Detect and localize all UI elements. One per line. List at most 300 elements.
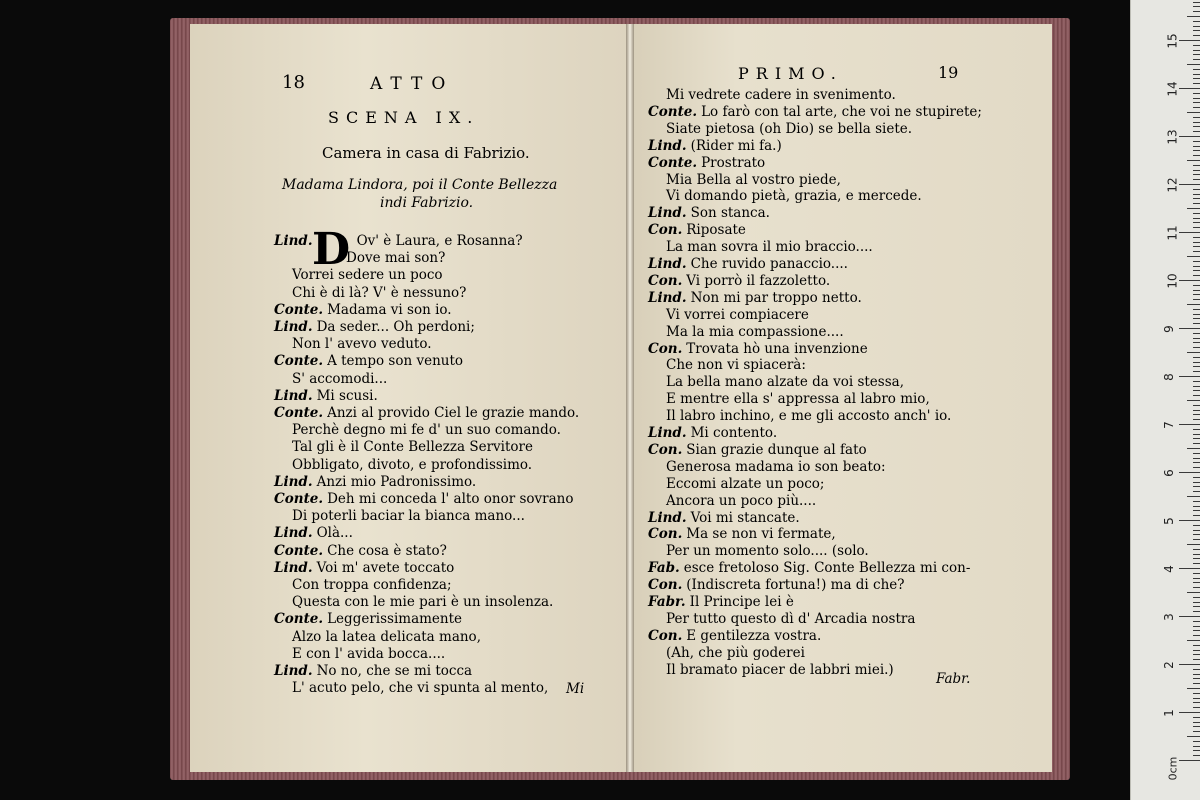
- ruler-number: 11: [1165, 225, 1180, 241]
- dialogue-text: Chi è di là? V' è nessuno?: [292, 284, 467, 301]
- ruler-tick: [1193, 597, 1200, 598]
- left-running-head: ATTO: [370, 74, 455, 94]
- ruler-tick: [1179, 136, 1200, 137]
- speaker-name: Conte.: [274, 491, 324, 507]
- ruler-tick: [1193, 578, 1200, 579]
- ruler-tick: [1187, 544, 1200, 545]
- right-line: [666, 323, 844, 341]
- ruler-tick: [1193, 506, 1200, 507]
- ruler-tick: [1193, 621, 1200, 622]
- dialogue-text: Son stanca.: [690, 205, 770, 222]
- left-line: [274, 524, 353, 542]
- ruler-tick: [1193, 126, 1200, 127]
- scene-setting: Camera in casa di Fabrizio.: [322, 144, 530, 162]
- ruler-number: 8: [1161, 373, 1176, 381]
- ruler-tick: [1193, 2, 1200, 3]
- ruler-tick: [1187, 16, 1200, 17]
- ruler-unit: 0cm: [1166, 756, 1180, 781]
- ruler-tick: [1193, 741, 1200, 742]
- right-line: [666, 120, 912, 138]
- dialogue-text: Per un momento solo.... (solo.: [666, 543, 869, 560]
- left-line: [274, 387, 378, 405]
- ruler-tick: [1193, 755, 1200, 756]
- right-catchword: Fabr.: [936, 671, 971, 687]
- right-running-head: PRIMO.: [738, 64, 843, 83]
- ruler-tick: [1193, 467, 1200, 468]
- ruler-tick: [1193, 678, 1200, 679]
- dialogue-text: E mentre ella s' appressa al labro mio,: [666, 391, 930, 408]
- ruler-tick: [1193, 117, 1200, 118]
- dialogue-text: Vi porrò il fazzoletto.: [686, 272, 831, 289]
- ruler-tick: [1193, 107, 1200, 108]
- ruler-tick: [1193, 242, 1200, 243]
- dialogue-text: La bella mano alzate da voi stessa,: [666, 374, 904, 391]
- ruler-tick: [1193, 150, 1200, 151]
- ruler-tick: [1193, 650, 1200, 651]
- right-line: [648, 509, 800, 527]
- ruler-tick: [1193, 443, 1200, 444]
- dialogue-text: Perchè degno mi fe d' un suo comando.: [292, 422, 561, 439]
- dialogue-text: (Indiscreta fortuna!) ma di che?: [686, 577, 905, 594]
- right-line: [648, 255, 848, 273]
- speaker-name: Lind.: [648, 425, 687, 441]
- ruler-tick: [1187, 256, 1200, 257]
- left-line: [292, 370, 387, 388]
- speaker-name: Con.: [648, 526, 683, 543]
- speaker-name: Con.: [648, 441, 683, 458]
- dialogue-text: Alzo la latea delicata mano,: [292, 628, 481, 645]
- dialogue-text: Leggerissimamente: [327, 611, 463, 628]
- ruler-tick: [1193, 323, 1200, 324]
- ruler-tick: [1193, 309, 1200, 310]
- ruler-tick: [1193, 477, 1200, 478]
- ruler-tick: [1193, 26, 1200, 27]
- left-line: [292, 679, 548, 697]
- drop-cap: D: [312, 224, 351, 275]
- speaker-name: Conte.: [648, 154, 698, 171]
- dialogue-text: Vorrei sedere un poco: [292, 267, 443, 284]
- ruler-tick: [1193, 141, 1200, 142]
- ruler-tick: [1193, 314, 1200, 315]
- left-line: [292, 456, 532, 474]
- dialogue-text: Non l' avevo veduto.: [292, 336, 432, 353]
- right-line: [648, 103, 982, 121]
- ruler-tick: [1193, 237, 1200, 238]
- dialogue-text: E con l' avida bocca....: [292, 645, 446, 662]
- dialogue-text: Per tutto questo dì d' Arcadia nostra: [666, 610, 916, 627]
- speaker-name: Fabr.: [648, 594, 686, 610]
- ruler-tick: [1193, 501, 1200, 502]
- dialogue-text: Vi domando pietà, grazia, e mercede.: [666, 188, 922, 205]
- ruler-tick: [1193, 93, 1200, 94]
- dialogue-text: E gentilezza vostra.: [686, 627, 822, 644]
- speaker-name: Lind.: [648, 289, 687, 306]
- left-line: [274, 301, 452, 319]
- ruler-tick: [1193, 261, 1200, 262]
- dialogue-text: Vi vorrei compiacere: [666, 306, 809, 323]
- ruler-tick: [1179, 616, 1200, 617]
- ruler-tick: [1193, 510, 1200, 511]
- dialogue-text: Che ruvido panaccio....: [690, 256, 848, 272]
- ruler-tick: [1193, 515, 1200, 516]
- ruler-tick: [1193, 371, 1200, 372]
- right-line: [648, 576, 905, 594]
- right-line: [648, 221, 746, 239]
- ruler-number: 2: [1161, 661, 1176, 669]
- ruler-tick: [1193, 746, 1200, 747]
- ruler-tick: [1193, 707, 1200, 708]
- ruler-tick: [1193, 462, 1200, 463]
- ruler-tick: [1193, 35, 1200, 36]
- ruler-tick: [1193, 630, 1200, 631]
- ruler-tick: [1193, 530, 1200, 531]
- dialogue-text: A tempo son venuto: [327, 353, 464, 370]
- dialogue-text: Dove mai son?: [346, 250, 446, 267]
- ruler-tick: [1193, 131, 1200, 132]
- right-line: [666, 458, 886, 476]
- right-line: [648, 137, 782, 155]
- ruler-tick: [1193, 155, 1200, 156]
- ruler-tick: [1193, 222, 1200, 223]
- dialogue-text: Lo farò con tal arte, che voi ne stupirete;: [701, 103, 982, 120]
- ruler-tick: [1179, 328, 1200, 329]
- dialogue-text: Ancora un poco più....: [666, 492, 817, 509]
- ruler-tick: [1193, 726, 1200, 727]
- right-line: [666, 306, 809, 324]
- speaker-name: Lind.: [648, 256, 687, 272]
- ruler-tick: [1179, 520, 1200, 521]
- ruler-number: 3: [1161, 613, 1176, 621]
- ruler-number: 6: [1161, 469, 1176, 477]
- dialogue-text: Olà...: [316, 525, 353, 542]
- right-line: [666, 390, 930, 408]
- speaker-name: Conte.: [274, 542, 324, 559]
- ruler-tick: [1187, 304, 1200, 305]
- book-gutter: [626, 24, 634, 772]
- dialogue-text: L' acuto pelo, che vi spunta al mento,: [292, 680, 549, 697]
- left-line: [292, 628, 481, 646]
- ruler-tick: [1187, 400, 1200, 401]
- ruler-tick: [1179, 88, 1200, 89]
- speaker-name: Lind.: [648, 137, 687, 154]
- ruler-tick: [1193, 270, 1200, 271]
- ruler-tick: [1193, 410, 1200, 411]
- ruler-tick: [1193, 438, 1200, 439]
- ruler-tick: [1193, 218, 1200, 219]
- right-line: [648, 204, 770, 222]
- dialogue-text: Con troppa confidenza;: [292, 577, 452, 593]
- ruler-tick: [1193, 266, 1200, 267]
- right-line: [666, 661, 894, 679]
- right-line: [648, 627, 821, 645]
- ruler-tick: [1193, 203, 1200, 204]
- ruler-tick: [1187, 736, 1200, 737]
- ruler-tick: [1193, 390, 1200, 391]
- ruler-tick: [1193, 626, 1200, 627]
- ruler-tick: [1179, 664, 1200, 665]
- speaker-name: Con.: [648, 627, 683, 644]
- right-line: [648, 154, 765, 172]
- speaker-name: Fab.: [648, 560, 680, 577]
- ruler-tick: [1187, 448, 1200, 449]
- speaker-name: Lind.: [274, 319, 313, 335]
- dialogue-text: Siate pietosa (oh Dio) se bella siete.: [666, 120, 913, 137]
- left-line: [292, 645, 445, 663]
- ruler-tick: [1179, 424, 1200, 425]
- left-line: [292, 421, 561, 439]
- ruler-number: 10: [1165, 273, 1180, 289]
- ruler-tick: [1193, 11, 1200, 12]
- ruler-number: 12: [1165, 177, 1180, 193]
- speaker-name: Lind.: [274, 473, 313, 490]
- ruler-tick: [1193, 750, 1200, 751]
- ruler-tick: [1193, 429, 1200, 430]
- ruler-tick: [1193, 731, 1200, 732]
- ruler-number: 9: [1161, 325, 1176, 333]
- left-line: [274, 662, 472, 680]
- ruler-tick: [1187, 208, 1200, 209]
- left-line: [274, 352, 463, 370]
- ruler-tick: [1193, 338, 1200, 339]
- ruler-tick: [1193, 198, 1200, 199]
- characters-line-1: Madama Lindora, poi il Conte Bellezza: [282, 177, 558, 193]
- ruler-tick: [1193, 285, 1200, 286]
- ruler-tick: [1179, 232, 1200, 233]
- ruler-tick: [1179, 472, 1200, 473]
- ruler-tick: [1193, 386, 1200, 387]
- right-line: [648, 441, 867, 459]
- right-line: [666, 610, 915, 628]
- ruler-tick: [1193, 290, 1200, 291]
- ruler-tick: [1193, 74, 1200, 75]
- right-line: [648, 593, 794, 611]
- ruler-tick: [1193, 486, 1200, 487]
- dialogue-text: Che non vi spiacerà:: [666, 357, 806, 374]
- speaker-name: Con.: [648, 577, 683, 594]
- right-page-number: 19: [938, 63, 959, 82]
- dialogue-text: S' accomodi...: [292, 370, 388, 387]
- dialogue-text: (Ah, che più goderei: [666, 644, 805, 661]
- speaker-name: Lind.: [274, 663, 313, 679]
- dialogue-text: Eccomi alzate un poco;: [666, 475, 825, 492]
- dialogue-text: Ma se non vi fermate,: [686, 526, 836, 543]
- ruler-tick: [1193, 69, 1200, 70]
- ruler-tick: [1193, 453, 1200, 454]
- right-line: [648, 340, 868, 358]
- ruler-tick: [1193, 179, 1200, 180]
- ruler-tick: [1187, 592, 1200, 593]
- ruler-tick: [1193, 534, 1200, 535]
- left-line: [292, 284, 466, 302]
- dialogue-text: Anzi mio Padronissimo.: [316, 473, 477, 490]
- ruler-tick: [1193, 366, 1200, 367]
- left-line: [292, 507, 525, 525]
- speaker-name: Lind.: [648, 509, 687, 526]
- ruler-tick: [1193, 654, 1200, 655]
- dialogue-text: Ma la mia compassione....: [666, 323, 844, 340]
- dialogue-text: Deh mi conceda l' alto onor sovrano: [327, 491, 574, 507]
- ruler-tick: [1193, 405, 1200, 406]
- dialogue-text: Prostrato: [701, 154, 766, 171]
- ruler-tick: [1187, 160, 1200, 161]
- ruler-tick: [1193, 539, 1200, 540]
- right-line: [666, 86, 896, 104]
- dialogue-text: Voi m' avete toccato: [316, 559, 455, 576]
- dialogue-text: Ov' è Laura, e Rosanna?: [356, 233, 523, 249]
- scene-title: SCENA IX.: [328, 108, 480, 127]
- dialogue-text: La man sovra il mio braccio....: [666, 239, 873, 256]
- dialogue-text: No no, che se mi tocca: [316, 663, 473, 679]
- left-line: [274, 404, 579, 422]
- ruler-tick: [1193, 698, 1200, 699]
- ruler-tick: [1193, 50, 1200, 51]
- speaker-name: Conte.: [274, 405, 324, 421]
- ruler-tick: [1179, 568, 1200, 569]
- ruler-tick: [1179, 184, 1200, 185]
- ruler-tick: [1193, 414, 1200, 415]
- ruler-tick: [1193, 669, 1200, 670]
- ruler-tick: [1179, 760, 1200, 761]
- left-line: [274, 318, 475, 336]
- left-line: [292, 576, 452, 594]
- dialogue-text: Mi vedrete cadere in svenimento.: [666, 87, 896, 103]
- ruler-number: 15: [1165, 33, 1180, 49]
- speaker-name: Conte.: [648, 103, 698, 120]
- ruler-tick: [1193, 659, 1200, 660]
- ruler-tick: [1193, 693, 1200, 694]
- ruler-tick: [1193, 458, 1200, 459]
- speaker-name: Conte.: [274, 611, 324, 628]
- dialogue-text: Tal gli è il Conte Bellezza Servitore: [292, 439, 533, 456]
- dialogue-text: Mi contento.: [690, 425, 778, 441]
- dialogue-text: Questa con le mie pari è un insolenza.: [292, 594, 554, 611]
- left-line: [346, 249, 445, 267]
- left-catchword: Mi: [566, 681, 585, 697]
- ruler-tick: [1193, 146, 1200, 147]
- ruler-tick: [1193, 722, 1200, 723]
- ruler-tick: [1193, 395, 1200, 396]
- ruler-tick: [1187, 688, 1200, 689]
- ruler-tick: [1187, 496, 1200, 497]
- ruler-tick: [1187, 640, 1200, 641]
- right-line: [666, 238, 873, 256]
- ruler-tick: [1193, 674, 1200, 675]
- right-line: [666, 644, 805, 662]
- speaker-name: Lind.: [274, 233, 313, 249]
- ruler-number: 7: [1161, 421, 1176, 429]
- ruler-tick: [1193, 482, 1200, 483]
- ruler-tick: [1193, 59, 1200, 60]
- speaker-name: Lind.: [648, 205, 687, 222]
- ruler-tick: [1193, 165, 1200, 166]
- ruler-tick: [1193, 582, 1200, 583]
- speaker-name: Con.: [648, 222, 683, 239]
- ruler-tick: [1193, 549, 1200, 550]
- ruler-tick: [1193, 602, 1200, 603]
- speaker-name: Con.: [648, 272, 683, 289]
- speaker-name: Conte.: [274, 353, 324, 370]
- dialogue-text: Di poterli baciar la bianca mano...: [292, 508, 525, 525]
- ruler-tick: [1193, 717, 1200, 718]
- ruler-tick: [1193, 102, 1200, 103]
- ruler-tick: [1193, 54, 1200, 55]
- ruler-tick: [1193, 611, 1200, 612]
- ruler-tick: [1193, 170, 1200, 171]
- ruler-tick: [1193, 525, 1200, 526]
- dialogue-text: esce fretoloso Sig. Conte Bellezza mi con-: [683, 560, 971, 577]
- left-line: [292, 266, 443, 284]
- ruler-tick: [1193, 554, 1200, 555]
- dialogue-text: Generosa madama io son beato:: [666, 458, 886, 475]
- ruler-number: 5: [1161, 517, 1176, 525]
- right-line: [666, 171, 841, 189]
- dialogue-text: Trovata hò una invenzione: [686, 340, 868, 357]
- left-line: [274, 559, 454, 577]
- dialogue-text: Che cosa è stato?: [327, 542, 447, 559]
- ruler-tick: [1179, 280, 1200, 281]
- ruler-tick: [1193, 347, 1200, 348]
- ruler-tick: [1193, 21, 1200, 22]
- ruler-tick: [1193, 381, 1200, 382]
- left-line: [274, 610, 462, 628]
- ruler-tick: [1193, 333, 1200, 334]
- ruler-tick: [1193, 98, 1200, 99]
- ruler-tick: [1187, 64, 1200, 65]
- ruler-tick: [1193, 635, 1200, 636]
- dialogue-text: Mia Bella al vostro piede,: [666, 171, 841, 188]
- ruler-tick: [1193, 491, 1200, 492]
- ruler-tick: [1193, 645, 1200, 646]
- right-line: [666, 475, 824, 493]
- ruler-tick: [1179, 712, 1200, 713]
- ruler-tick: [1193, 558, 1200, 559]
- dialogue-text: Obbligato, divoto, e profondissimo.: [292, 456, 533, 473]
- ruler-tick: [1193, 227, 1200, 228]
- left-line: [274, 232, 523, 250]
- ruler-tick: [1193, 246, 1200, 247]
- speaker-name: Con.: [648, 340, 683, 357]
- ruler-tick: [1193, 342, 1200, 343]
- characters-line-2: indi Fabrizio.: [380, 195, 474, 211]
- ruler-number: 13: [1165, 129, 1180, 145]
- speaker-name: Conte.: [274, 301, 324, 318]
- left-line: [274, 542, 447, 560]
- ruler-tick: [1193, 299, 1200, 300]
- right-line: [648, 289, 862, 307]
- ruler-tick: [1179, 40, 1200, 41]
- ruler-tick: [1193, 362, 1200, 363]
- speaker-name: Lind.: [274, 525, 313, 542]
- dialogue-text: Mi scusi.: [316, 387, 378, 404]
- left-line: [274, 473, 476, 491]
- left-line: [292, 593, 553, 611]
- right-line: [666, 407, 951, 425]
- ruler-tick: [1193, 194, 1200, 195]
- left-page-number: 18: [282, 72, 305, 93]
- right-line: [648, 272, 830, 290]
- dialogue-text: Non mi par troppo netto.: [690, 289, 862, 306]
- ruler-tick: [1193, 434, 1200, 435]
- ruler-tick: [1193, 702, 1200, 703]
- ruler-tick: [1193, 122, 1200, 123]
- ruler-number: 14: [1165, 81, 1180, 97]
- ruler-tick: [1193, 573, 1200, 574]
- speaker-name: Lind.: [274, 559, 313, 576]
- ruler-tick: [1193, 683, 1200, 684]
- ruler-tick: [1187, 112, 1200, 113]
- ruler-tick: [1193, 45, 1200, 46]
- dialogue-text: Sian grazie dunque al fato: [686, 441, 867, 458]
